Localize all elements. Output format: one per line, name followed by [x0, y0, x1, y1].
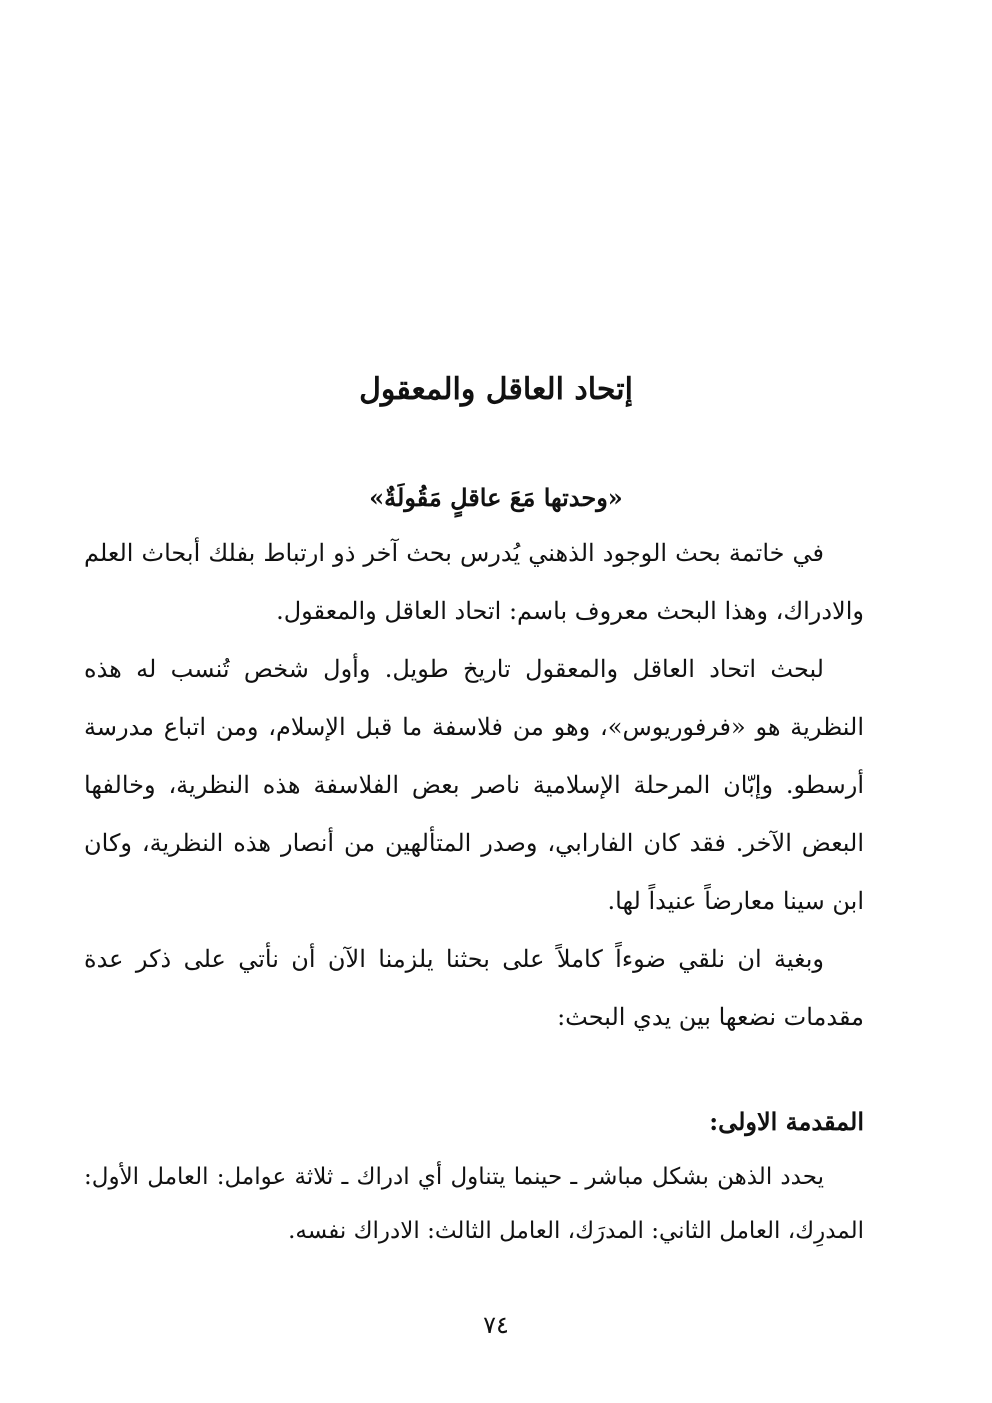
chapter-subtitle-verse: «وحدتها مَعَ عاقلٍ مَقُولَةٌ»: [369, 483, 623, 512]
paragraph-2: لبحث اتحاد العاقل والمعقول تاريخ طويل. وأول شخص تُنسب له هذه النظرية هو «فرفوريوس»، وهو من فلاسفة ما قبل الإسلام، ومن اتباع مدرسة أرسطو. وإبّان المرحلة الإسلامية ناصر بعض الفلاسفة هذه النظرية، وخالفها البعض الآخر. فقد كان الفارابي، وصدر المتألهين من أنصار هذه النظرية، وكان ابن سينا معارضاً عنيداً لها.: [84, 655, 864, 915]
section-heading: المقدمة الاولى:: [709, 1107, 864, 1136]
page-number: ٧٤: [483, 1311, 509, 1339]
body-text: [84, 524, 864, 1046]
chapter-title: إتحاد العاقل والمعقول: [359, 372, 633, 407]
section-body: [84, 1150, 864, 1258]
paragraph-3: وبغية ان نلقي ضوءاً كاملاً على بحثنا يلزمنا الآن أن نأتي على ذكر عدة مقدمات نضعها بين يدي البحث:: [84, 945, 864, 1031]
paragraph-1: في خاتمة بحث الوجود الذهني يُدرس بحث آخر ذو ارتباط بفلك أبحاث العلم والادراك، وهذا البحث معروف باسم: اتحاد العاقل والمعقول.: [84, 539, 864, 625]
section-paragraph-1: يحدد الذهن بشكل مباشر ـ حينما يتناول أي ادراك ـ ثلاثة عوامل: العامل الأول: المدرِك، العامل الثاني: المدرَك، العامل الثالث: الادراك نفسه.: [84, 1164, 864, 1244]
